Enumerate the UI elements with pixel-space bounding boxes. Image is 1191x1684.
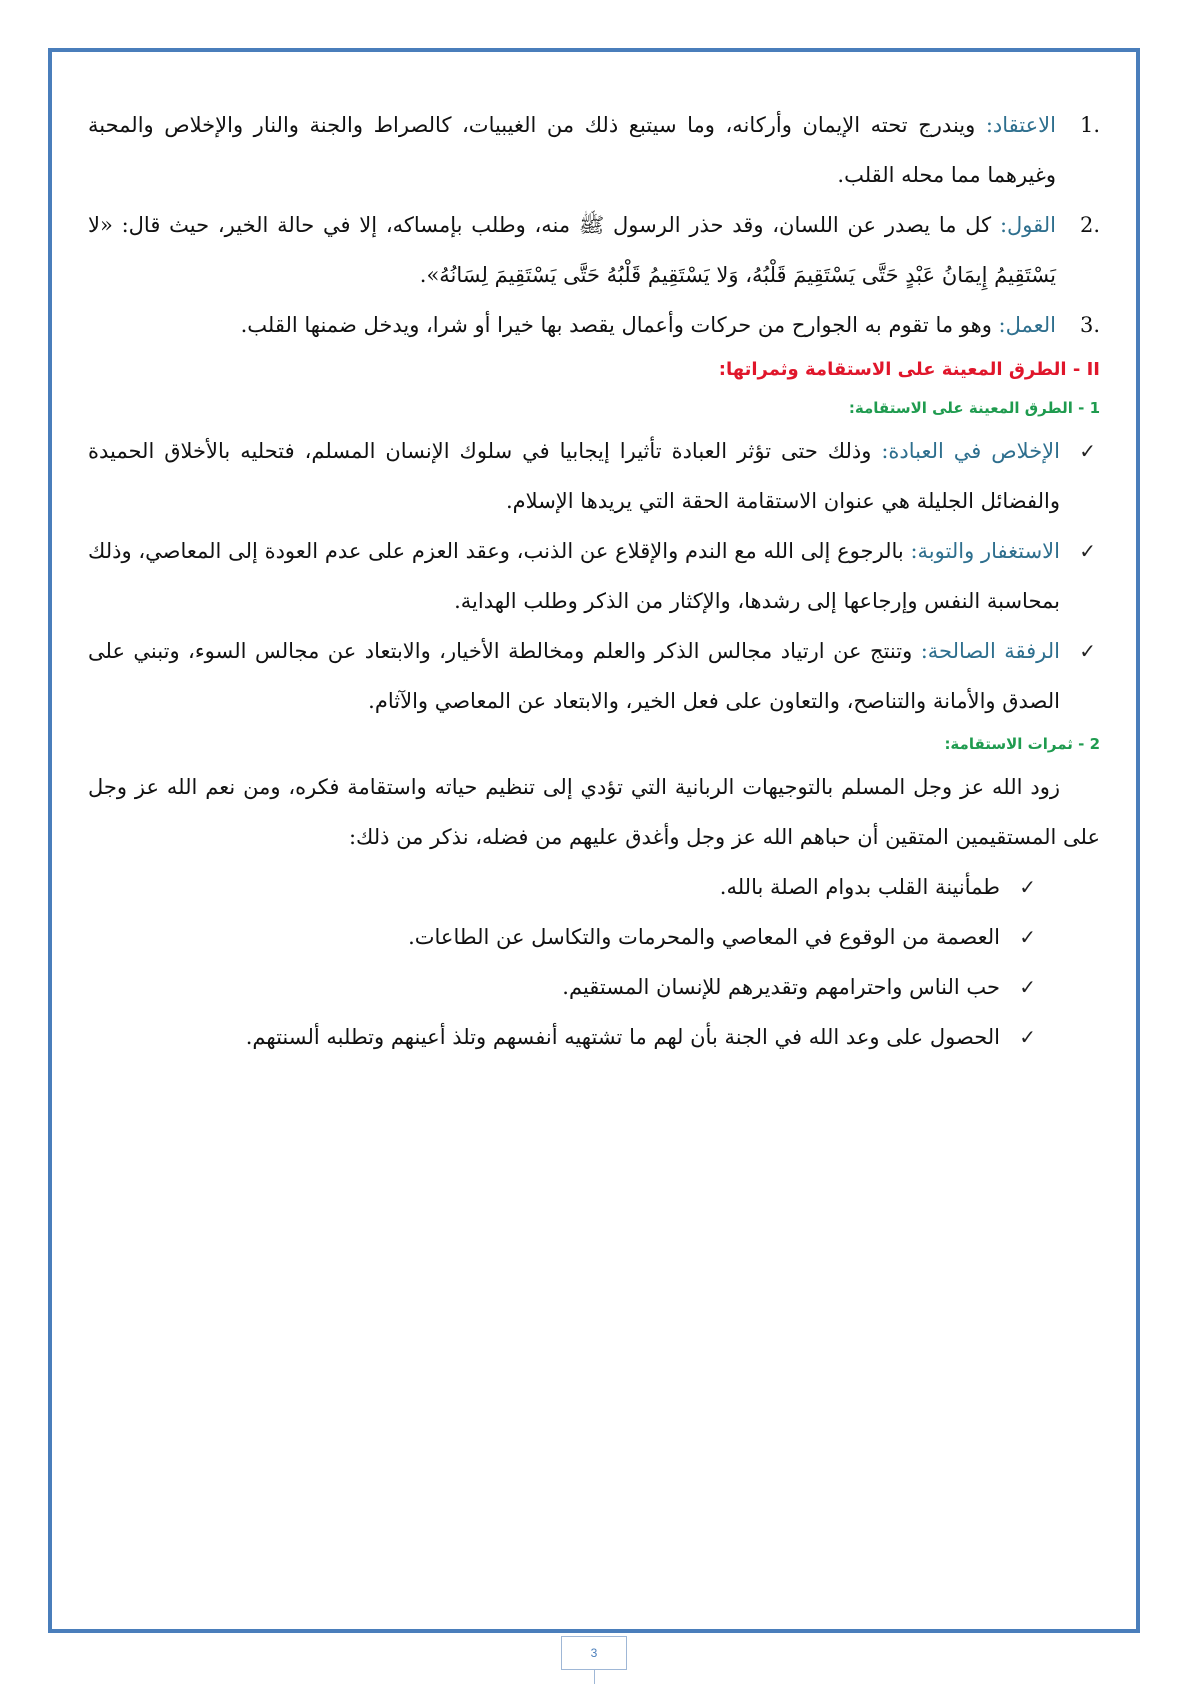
fruit-text: الحصول على وعد الله في الجنة بأن لهم ما تشتهيه أنفسهم وتلذ أعينهم وتطلبه ألسنتهم. bbox=[245, 1025, 1000, 1049]
fruit-item bbox=[88, 912, 1040, 962]
list-item bbox=[88, 100, 1100, 200]
page-number: 3 bbox=[561, 1636, 627, 1670]
list-item bbox=[88, 300, 1100, 350]
item-number: 3. bbox=[1079, 313, 1100, 337]
document-body bbox=[88, 100, 1100, 1062]
subsection-heading-ways: 1 - الطرق المعينة على الاستقامة: bbox=[848, 399, 1100, 417]
fruit-item bbox=[88, 862, 1040, 912]
way-term: الاستغفار والتوبة: bbox=[910, 539, 1060, 563]
checkmark-icon: ✓ bbox=[1019, 975, 1036, 999]
fruits-list bbox=[88, 862, 1100, 1062]
fruit-item bbox=[88, 1012, 1040, 1062]
way-text: وذلك حتى تؤثر العبادة تأثيرا إيجابيا في سلوك الإنسان المسلم، فتحليه بالأخلاق الحميدة والفضائل الجليلة هي عنوان الاستقامة الحقة التي يريدها الإسلام. bbox=[88, 439, 1060, 513]
fruit-text: حب الناس واحترامهم وتقديرهم للإنسان المستقيم. bbox=[562, 975, 1000, 999]
fruit-text: العصمة من الوقوع في المعاصي والمحرمات والتكاسل عن الطاعات. bbox=[408, 925, 1000, 949]
way-item bbox=[88, 426, 1100, 526]
way-item bbox=[88, 526, 1100, 626]
fruit-item bbox=[88, 962, 1040, 1012]
item-number: 2. bbox=[1079, 213, 1100, 237]
way-text: وتنتج عن ارتياد مجالس الذكر والعلم ومخالطة الأخيار، والابتعاد عن مجالس السوء، وتبني على الصدق والأمانة والتناصح، والتعاون على فعل الخير، والابتعاد عن المعاصي والآثام. bbox=[88, 639, 1060, 713]
item-text: ويندرج تحته الإيمان وأركانه، وما سيتبع ذلك من الغيبيات، كالصراط والجنة والنار والإخلاص والمحبة وغيرهما مما محله القلب. bbox=[88, 113, 1056, 187]
fruits-intro: زود الله عز وجل المسلم بالتوجيهات الربانية التي تؤدي إلى تنظيم حياته واستقامة فكره، ومن نعم الله عز وجل على المستقيمين المتقين أن حباهم الله عز وجل وأغدق عليهم من فضله، نذكر من ذلك: bbox=[88, 775, 1100, 849]
checkmark-icon: ✓ bbox=[1079, 639, 1096, 663]
section-heading: II - الطرق المعينة على الاستقامة وثمراتها: bbox=[718, 359, 1100, 380]
subsection-heading-fruits: 2 - ثمرات الاستقامة: bbox=[944, 735, 1100, 753]
way-term: الإخلاص في العبادة: bbox=[881, 439, 1060, 463]
item-text: وهو ما تقوم به الجوارح من حركات وأعمال يقصد بها خيرا أو شرا، ويدخل ضمنها القلب. bbox=[240, 313, 999, 337]
checkmark-icon: ✓ bbox=[1019, 1025, 1036, 1049]
item-number: 1. bbox=[1079, 113, 1100, 137]
item-term: الاعتقاد: bbox=[985, 113, 1056, 137]
way-text: بالرجوع إلى الله مع الندم والإقلاع عن الذنب، وعقد العزم على عدم العودة إلى المعاصي، وذلك بمحاسبة النفس وإرجاعها إلى رشدها، والإكثار من الذكر وطلب الهداية. bbox=[88, 539, 1060, 613]
item-text: كل ما يصدر عن اللسان، وقد حذر الرسول ﷺ منه، وطلب بإمساكه، إلا في حالة الخير، حيث قال: «لا يَسْتَقِيمُ إِيمَانُ عَبْدٍ حَتَّى يَسْتَقِيمَ قَلْبُهُ، وَلا يَسْتَقِيمُ قَلْبُهُ حَتَّى يَسْتَقِيمَ لِسَانُهُ». bbox=[88, 213, 1056, 287]
list-item bbox=[88, 200, 1100, 300]
checkmark-icon: ✓ bbox=[1079, 539, 1096, 563]
way-term: الرفقة الصالحة: bbox=[920, 639, 1061, 663]
item-term: العمل: bbox=[998, 313, 1056, 337]
page-number-tick bbox=[594, 1670, 595, 1684]
item-term: القول: bbox=[999, 213, 1056, 237]
checkmark-icon: ✓ bbox=[1019, 875, 1036, 899]
way-item bbox=[88, 626, 1100, 726]
checkmark-icon: ✓ bbox=[1079, 439, 1096, 463]
fruit-text: طمأنينة القلب بدوام الصلة بالله. bbox=[719, 875, 1000, 899]
checkmark-icon: ✓ bbox=[1019, 925, 1036, 949]
